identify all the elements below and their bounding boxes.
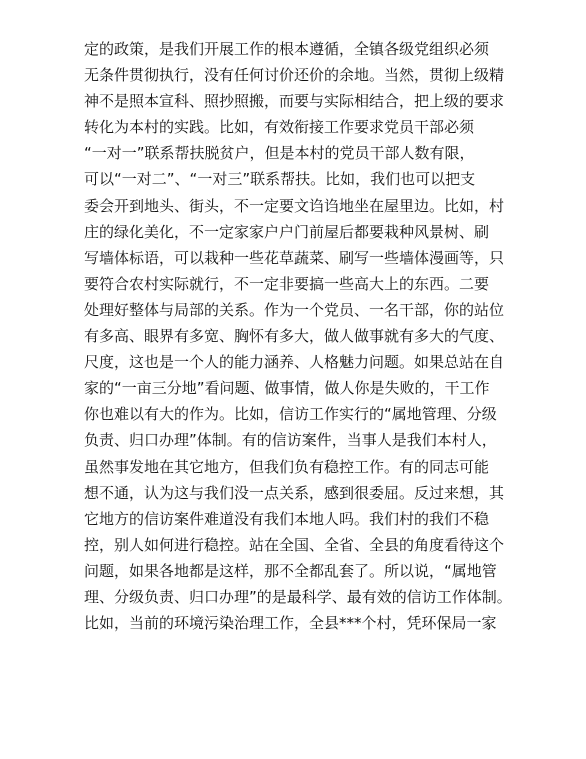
text-line: 定的政策，是我们开展工作的根本遵循，全镇各级党组织必须 [84,40,490,58]
text-line: 庄的绿化美化，不一定家家户户门前屋后都要栽种风景树、刷 [84,222,490,241]
text-line: 有多高、眼界有多宽、胸怀有多大，做人做事就有多大的气度、 [84,327,505,346]
text-line: 转化为本村的实践。比如，有效衔接工作要求党员干部必须 [84,118,475,137]
text-line: 你也难以有大的作为。比如，信访工作实行的“属地管理、分级 [84,405,497,424]
text-line: 尺度，这也是一个人的能力涵养、人格魅力问题。如果总站在自 [84,353,505,372]
text-line: 无条件贯彻执行，没有任何讨价还价的余地。当然，贯彻上级精 [84,66,505,85]
text-line: 它地方的信访案件难道没有我们本地人吗。我们村的我们不稳 [84,509,490,528]
text-line: 虽然事发地在其它地方，但我们负有稳控工作。有的同志可能 [84,457,490,476]
text-line: 比如，当前的环境污染治理工作，全县***个村，凭环保局一家 [84,614,497,633]
text-line: 理、分级负责、归口办理”的是最科学、最有效的信访工作体制。 [84,587,512,606]
text-line: 可以“一对二”、“一对三”联系帮扶。比如，我们也可以把支 [84,170,476,189]
text-line: 控，别人如何进行稳控。站在全国、全省、全县的角度看待这个 [84,535,505,554]
text-line: 处理好整体与局部的关系。作为一个党员、一名干部，你的站位 [84,300,505,319]
text-line: 写墙体标语，可以栽种一些花草蔬菜、刷写一些墙体漫画等，只 [84,248,505,267]
text-line: 想不通，认为这与我们没一点关系，感到很委屈。反过来想，其 [84,483,505,502]
text-line: 委会开到地头、街头，不一定要文诌诌地坐在屋里边。比如，村 [84,196,505,215]
body-text [84,36,524,636]
text-line: 家的“一亩三分地”看问题、做事情，做人你是失败的，干工作 [84,379,490,398]
text-line: 神不是照本宣科、照抄照搬，而要与实际相结合，把上级的要求 [84,92,505,111]
text-line: 负责、归口办理”体制。有的信访案件，当事人是我们本村人， [84,431,497,450]
text-line: “一对一”联系帮扶脱贫户，但是本村的党员干部人数有限， [84,144,475,163]
text-line: 问题，如果各地都是这样，那不全都乱套了。所以说，“属地管 [84,561,497,580]
text-line: 要符合农村实际就行，不一定非要搞一些高大上的东西。二要 [84,274,490,293]
